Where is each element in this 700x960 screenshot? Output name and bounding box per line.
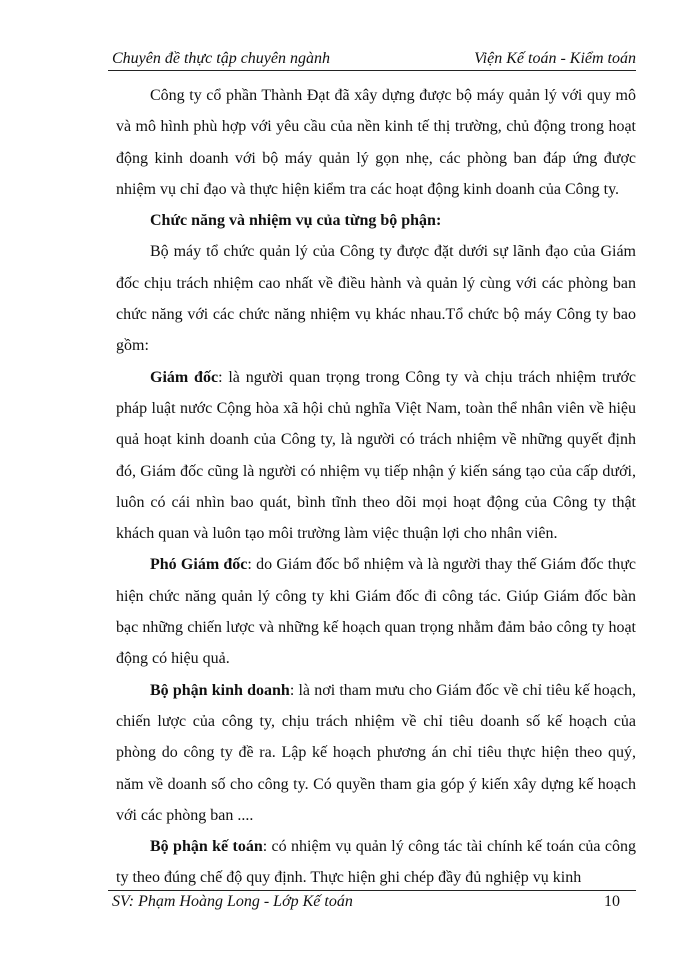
section-heading: Chức năng và nhiệm vụ của từng bộ phận: (150, 212, 442, 230)
term-accounting-department: Bộ phận kế toán (150, 838, 263, 856)
term-sales-department: Bộ phận kinh doanh (150, 681, 290, 699)
page-body (116, 80, 636, 894)
paragraph-director (116, 362, 636, 550)
page-footer (108, 890, 636, 915)
paragraph-deputy-director (116, 549, 636, 674)
paragraph-accounting-department (116, 831, 636, 894)
page-header (108, 48, 636, 71)
header-right-text: Viện Kế toán - Kiểm toán (474, 50, 636, 67)
header-left-text: Chuyên đề thực tập chuyên ngành (112, 50, 330, 67)
paragraph-org-structure: Bộ máy tổ chức quản lý của Công ty được đặt dưới sự lãnh đạo của Giám đốc chịu trách nhiệm cao nhất về điều hành và quản lý cùng với các phòng ban chức năng với các chức năng nhiệm vụ khác nhau.Tổ chức bộ máy Công ty bao gồm: (116, 243, 636, 355)
term-director: Giám đốc (150, 368, 219, 386)
paragraph-sales-department (116, 675, 636, 831)
text-director: : là người quan trọng trong Công ty và chịu trách nhiệm trước pháp luật nước Cộng hòa xã hội chủ nghĩa Việt Nam, toàn thể nhân viên về hiệu quả hoạt kinh doanh của Công ty, là người có trách nhiệm về những quyết định đó, Giám đốc cũng là người có nhiệm vụ tiếp nhận ý kiến sáng tạo của cấp dưới, luôn có cái nhìn bao quát, bình tĩnh theo dõi mọi hoạt động của Công ty thật khách quan và luôn tạo môi trường làm việc thuận lợi cho nhân viên. (116, 368, 637, 543)
text-sales-department: : là nơi tham mưu cho Giám đốc về chỉ tiêu kế hoạch, chiến lược của công ty, chịu trách nhiệm về chỉ tiêu doanh số kế hoạch của phòng do công ty đề ra. Lập kế hoạch phương án chỉ tiêu thực hiện theo quý, năm về doanh số cho công ty. Có quyền tham gia góp ý kiến xây dựng kế hoạch với các phòng ban .... (116, 681, 637, 824)
footer-student-info: SV: Phạm Hoàng Long - Lớp Kế toán (112, 893, 353, 910)
text-accounting-department: : có nhiệm vụ quản lý công tác tài chính kế toán của công ty theo đúng chế độ quy định. Thực hiện ghi chép đầy đủ nghiệp vụ kinh (116, 838, 637, 887)
text-deputy-director: : do Giám đốc bổ nhiệm và là người thay thế Giám đốc thực hiện chức năng quản lý công ty khi Giám đốc đi công tác. Giúp Giám đốc bàn bạc những chiến lược và những kế hoạch quan trọng nhằm đảm bảo công ty hoạt động có hiệu quả. (116, 556, 636, 668)
page-number: 10 (604, 893, 620, 910)
paragraph-intro: Công ty cổ phần Thành Đạt đã xây dựng được bộ máy quản lý với quy mô và mô hình phù hợp với yêu cầu của nền kinh tế thị trường, chủ động trong hoạt động kinh doanh với bộ máy quản lý gọn nhẹ, các phòng ban đáp ứng được nhiệm vụ chỉ đạo và thực hiện kiểm tra các hoạt động kinh doanh của Công ty. (116, 87, 636, 198)
term-deputy-director: Phó Giám đốc (150, 556, 248, 574)
